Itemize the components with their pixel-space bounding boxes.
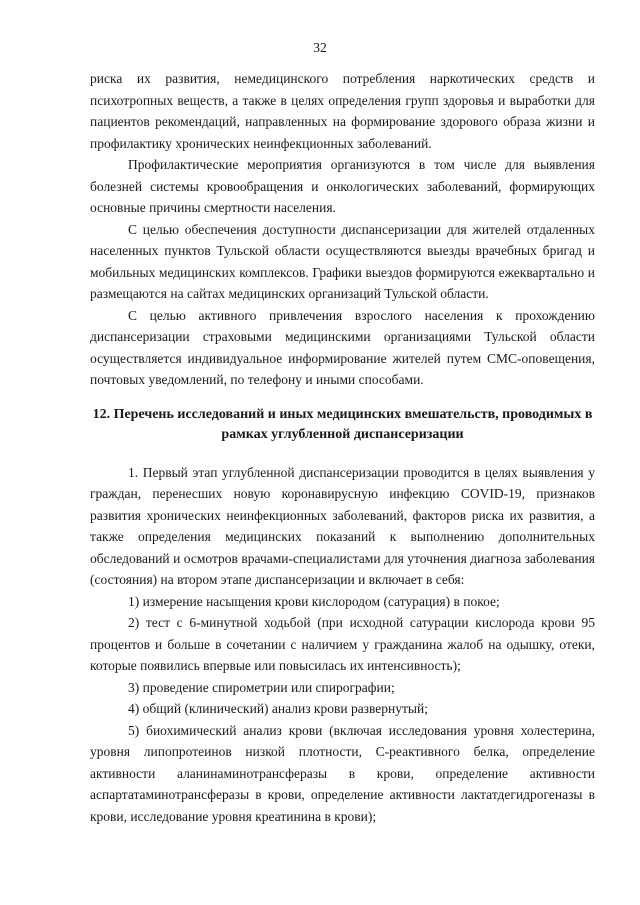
section-heading: 12. Перечень исследований и иных медицинских вмешательств, проводимых в рамках углубленной диспансеризации	[92, 406, 593, 442]
paragraph: С целью обеспечения доступности диспансеризации для жителей отдаленных населенных пунктов Тульской области осуществляются выезды врачебных бригад и мобильных медицинских комплексов. Графики выездов формируются ежеквартально и размещаются на сайтах медицинских организаций Тульской области.	[90, 221, 595, 301]
intro-paragraph: 1. Первый этап углубленной диспансеризации проводится в целях выявления у граждан, перенесших новую коронавирусную инфекцию COVID-19, признаков развития хронических неинфекционных заболеваний, факторов риска их развития, а также определения медицинских показаний к выполнению дополнительных обследований и осмотров врачами-специалистами для уточнения диагноза заболевания (состояния) на втором этапе диспансеризации и включает в себя:	[90, 464, 595, 587]
list-item: 1) измерение насыщения крови кислородом (сатурация) в покое;	[128, 593, 500, 609]
page-number: 32	[313, 40, 327, 55]
paragraph: Профилактические мероприятия организуются в том числе для выявления болезней системы кровообращения и онкологических заболеваний, формирующих основные причины смертности населения.	[90, 157, 595, 215]
document-body	[90, 68, 595, 827]
list-item: 5) биохимический анализ крови (включая исследования уровня холестерина, уровня липопротеинов низкой плотности, С-реактивного белка, определение активности аланинаминотрансферазы в крови, определение активности аспартатаминотрансферазы в крови, определение активности лактатдегидрогеназы в крови, исследование уровня креатинина в крови);	[90, 722, 595, 824]
list-item: 4) общий (клинический) анализ крови развернутый;	[128, 701, 428, 716]
paragraph: риска их развития, немедицинского потребления наркотических средств и психотропных веществ, а также в целях определения групп здоровья и выработки для пациентов рекомендаций, направленных на формирование здорового образа жизни и профилактику хронических неинфекционных заболеваний.	[90, 71, 595, 151]
paragraph: С целью активного привлечения взрослого населения к прохождению диспансеризации страховыми медицинскими организациями Тульской области осуществляется индивидуальное информирование жителей путем СМС-оповещения, почтовых уведомлений, по телефону и иными способами.	[90, 307, 595, 387]
list-item: 3) проведение спирометрии или спирографии;	[128, 679, 395, 695]
list-item: 2) тест с 6-минутной ходьбой (при исходной сатурации кислорода крови 95 процентов и больше в сочетании с наличием у гражданина жалоб на одышку, отеки, которые появились впервые или повысилась их интенсивность);	[90, 615, 595, 673]
